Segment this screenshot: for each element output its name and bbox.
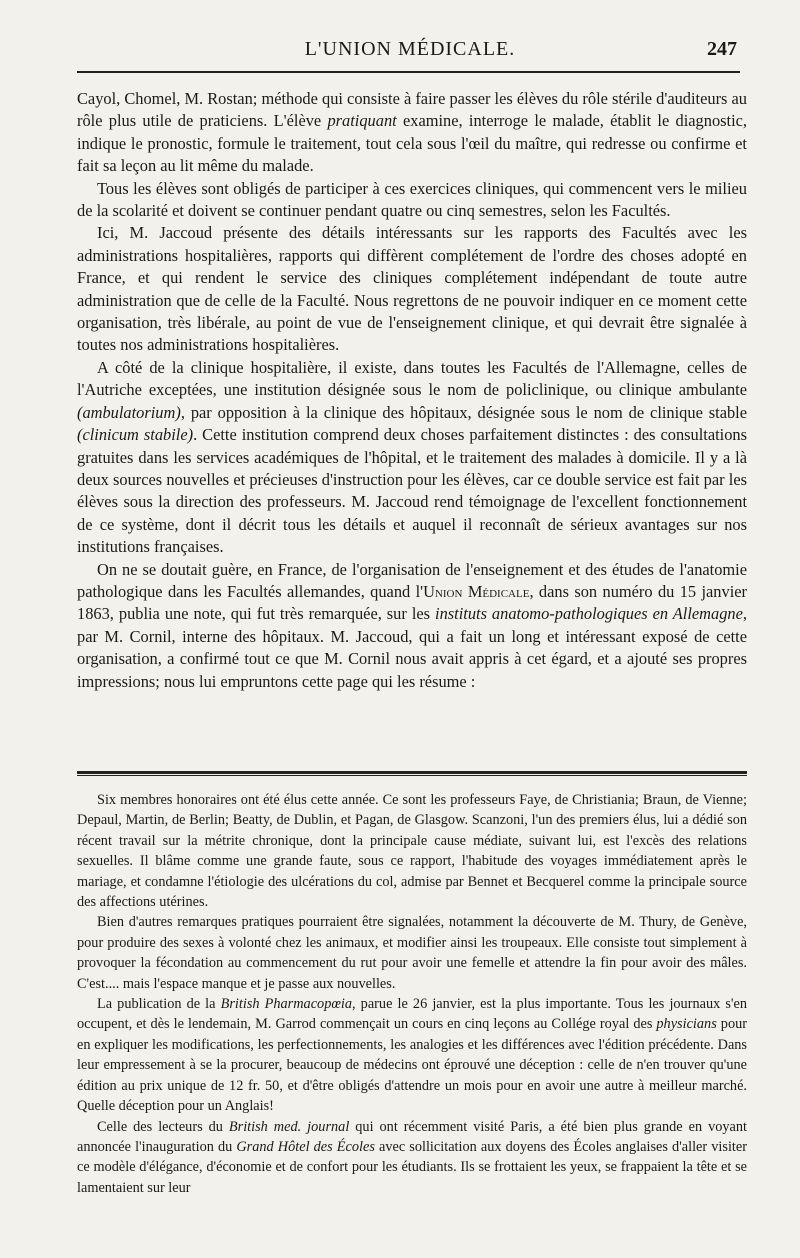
paragraph-4: A côté de la clinique hospitalière, il existe, dans toutes les Facultés de l'Allemagne, celles de l'Autriche exceptées, une institution désignée sous le nom de policlinique, ou clinique ambulante (ambulatorium), par opposition à la clinique des hôpitaux, désignée sous le nom de clinique stable (clinicum stabile). Cette institution comprend deux choses parfaitement distinctes : des consultations gratuites dans les services académiques de l'hôpital, et le traitement des malades à domicile. Il y a là deux sources nouvelles et précieuses d'instruction pour les élèves, car ce double service est fait par les élèves sous la direction des professeurs. M. Jaccoud rend témoignage de l'excellent fonctionnement de ce système, dont il décrit tous les détails et auquel il reconnaît de sérieux avantages sur nos institutions françaises.: [77, 357, 747, 557]
header-rule: [77, 71, 740, 73]
feuilleton-paragraph-3: La publication de la British Pharmacopœia, parue le 26 janvier, est la plus importante. Tous les journaux s'en occupent, et dès le lendemain, M. Garrod commençait un cours en cinq leçons au Collége royal des physicians pour en expliquer les modifications, les perfectionnements, les analogies et les différences avec l'édition précédente. Dans leur empressement à se la procurer, beaucoup de médecins ont éprouvé une déception : celle de n'en trouver qu'une édition au prix unique de 12 fr. 50, et d'être obligés d'attendre un mois pour en avoir une autre à meilleur marché. Quelle déception pour un Anglais!: [77, 996, 748, 1115]
paragraph-3: Ici, M. Jaccoud présente des détails intéressants sur les rapports des Facultés avec les administrations hospitalières, rapports qui diffèrent complétement de l'ordre des choses adopté en France, et qui rendent le service des cliniques complétement indépendant de toute autre administration que de celle de la Faculté. Nous regrettons de ne pouvoir indiquer en ce moment cette organisation, très libérale, au point de vue de l'enseignement clinique, et qui devrait être signalée à toutes nos administrations hospitalières.: [77, 223, 747, 355]
main-article: [77, 88, 747, 693]
paragraph-1: Cayol, Chomel, M. Rostan; méthode qui consiste à faire passer les élèves du rôle stérile d'auditeurs au rôle plus utile de praticiens. L'élève pratiquant examine, interroge le malade, établit le diagnostic, indique le pronostic, formule le traitement, tout cela sous l'œil du maître, qui redresse ou confirme et fait sa leçon au lit même du malade.: [77, 89, 747, 176]
paragraph-5: On ne se doutait guère, en France, de l'organisation de l'enseignement et des études de l'anatomie pathologique dans les Facultés allemandes, quand l'Union Médicale, dans son numéro du 15 janvier 1863, publia une note, qui fut très remarquée, sur les instituts anatomo-pathologiques en Allemagne, par M. Cornil, interne des hôpitaux. M. Jaccoud, qui a fait un long et intéressant exposé de cette organisation, a confirmé tout ce que M. Cornil nous avait appris à cet égard, et a ajouté ses propres impressions; nous lui empruntons cette page qui les résume :: [77, 559, 747, 691]
feuilleton-paragraph-1: Six membres honoraires ont été élus cette année. Ce sont les professeurs Faye, de Christiania; Braun, de Vienne; Depaul, Martin, de Berlin; Beatty, de Dublin, et Pagan, de Glasgow. Scanzoni, l'un des premiers élus, lui a dédié son récent travail sur la métrite chronique, dont la principale cause médiate, suivant lui, est l'excès des relations sexuelles. Il blâme comme une grande faute, sous ce rapport, l'habitude des voyages immédiatement après le mariage, et condamne l'étiologie des ulcérations du col, admise par Bennet et Becquerel comme la principale source des affections utérines.: [77, 792, 747, 911]
page-number: 247: [707, 38, 737, 60]
feuilleton-paragraph-4: Celle des lecteurs du British med. journal qui ont récemment visité Paris, a été bien plus grande en voyant annoncée l'inauguration du Grand Hôtel des Écoles avec sollicitation aux doyens des Écoles anglaises d'aller visiter ce modèle d'élégance, d'économie et de confort pour les étudiants. Ils se frottaient les yeux, se frappaient la tête et se lamentaient sur leur: [77, 1118, 747, 1196]
feuilleton-section: [77, 790, 747, 1198]
running-title: L'UNION MÉDICALE.: [304, 38, 516, 60]
feuilleton-divider: [77, 771, 747, 777]
page-header: [77, 38, 743, 72]
feuilleton-paragraph-2: Bien d'autres remarques pratiques pourraient être signalées, notamment la découverte de M. Thury, de Genève, pour produire des sexes à volonté chez les animaux, et modifier ainsi les troupeaux. Elle consiste tout simplement à provoquer la fécondation au commencement du rut pour avoir une femelle et attendre la fin pour avoir des mâles. C'est.... mais l'espace manque et je passe aux nouvelles.: [77, 914, 747, 992]
paragraph-2: Tous les élèves sont obligés de participer à ces exercices cliniques, qui commencent vers le milieu de la scolarité et doivent se continuer pendant quatre ou cinq semestres, selon les Facultés.: [77, 178, 747, 221]
